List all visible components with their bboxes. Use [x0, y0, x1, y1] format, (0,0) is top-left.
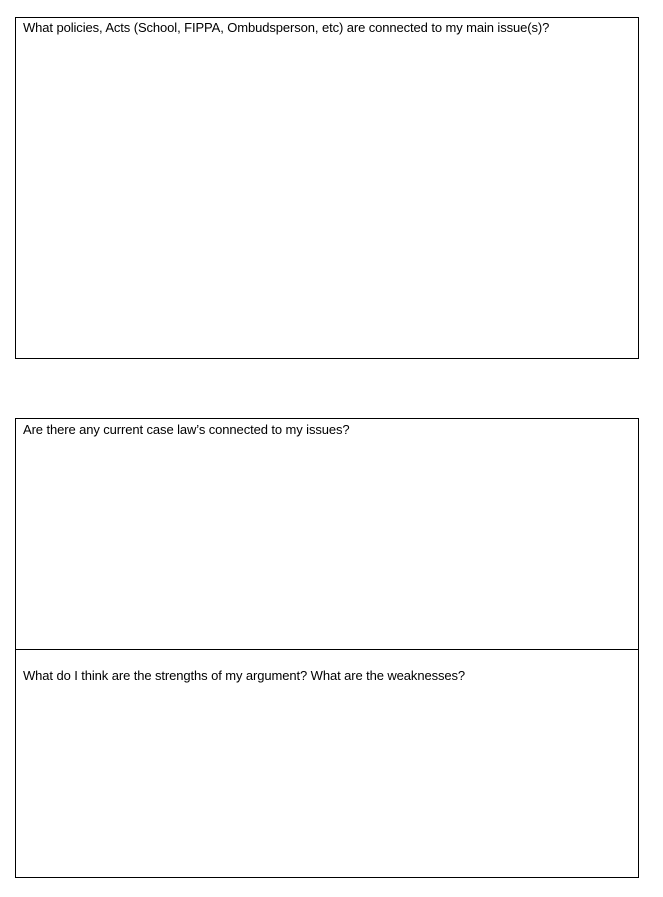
policies-prompt: What policies, Acts (School, FIPPA, Ombudsperson, etc) are connected to my main issue(s)?	[23, 20, 550, 35]
policies-answer-box[interactable]	[15, 17, 639, 359]
strengths-weaknesses-prompt: What do I think are the strengths of my argument? What are the weaknesses?	[23, 668, 466, 683]
case-law-prompt: Are there any current case law’s connected to my issues?	[23, 422, 350, 437]
case-law-and-argument-table	[15, 418, 639, 878]
section-divider	[16, 649, 638, 650]
